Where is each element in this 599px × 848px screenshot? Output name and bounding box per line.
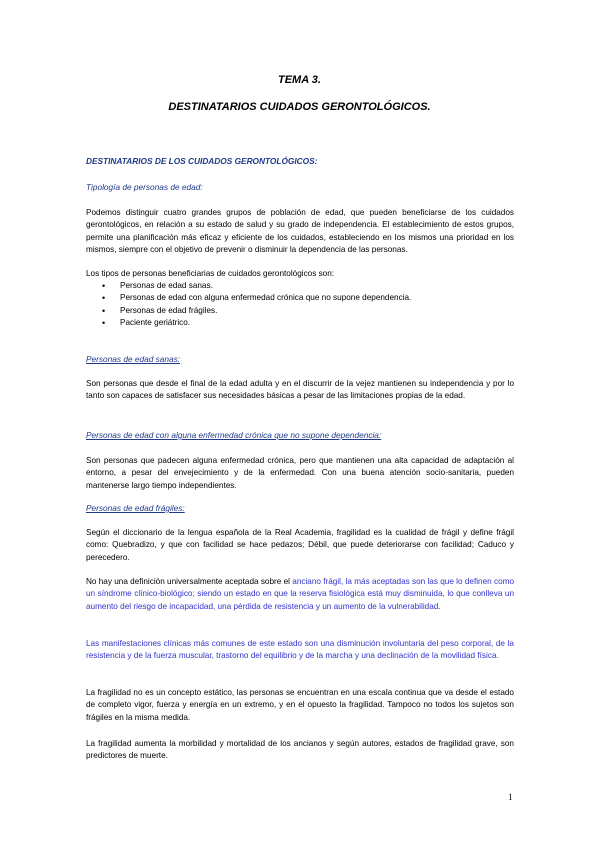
fragiles-paragraph-2 [86, 576, 514, 613]
fragiles-paragraph-5: La fragilidad aumenta la morbilidad y mortalidad de los ancianos y según autores, estados de fragilidad grave, son predictores de muerte. [86, 739, 514, 761]
page-number: 1 [508, 792, 513, 802]
document-title: DESTINATARIOS CUIDADOS GERONTOLÓGICOS. [168, 101, 431, 113]
tipologia-label: Tipología de personas de edad: [86, 182, 203, 192]
list-item: • Personas de edad sanas. [86, 280, 514, 292]
section-heading: DESTINATARIOS DE LOS CUIDADOS GERONTOLÓGICOS: [86, 156, 318, 166]
intro-paragraph: Podemos distinguir cuatro grandes grupos de población de edad, que pueden beneficiarse de los cuidados gerontológicos, en relación a su estado de salud y su grado de independencia. El establecimiento de estos grupos, permite una planificación más eficaz y eficiente de los cuidados, estableciendo en los mismos una prioridad en los mismos, siempre con el objetivo de prevenir o disminuir la dependencia de las personas. [86, 208, 514, 254]
list-item: • Personas de edad frágiles. [86, 305, 514, 317]
cronica-paragraph: Son personas que padecen alguna enfermedad crónica, pero que mantienen una alta capacidad de adaptación al entorno, a pesar del envejecimiento y de la enfermedad. Con una buena atención socio-sanitaria, pueden mantenerse largo tiempo independientes. [86, 456, 514, 490]
sanas-heading: Personas de edad sanas: [86, 354, 181, 364]
cronica-heading: Personas de edad con alguna enfermedad crónica que no supone dependencia: [86, 430, 382, 440]
list-intro: Los tipos de personas beneficiarias de cuidados gerontológicos son: [86, 269, 335, 278]
paragraph-2-start: No hay una definición universalmente aceptada sobre el [86, 577, 293, 586]
fragiles-paragraph-1: Según el diccionario de la lengua española de la Real Academia, fragilidad es la cualidad de frágil y define frágil como: Quebradizo, y que con facilidad se hace pedazos; Débil, que puede deteriorarse con facilidad; Caduco y perecedero. [86, 528, 514, 562]
list-item: • Personas de edad con alguna enfermedad crónica que no supone dependencia. [86, 292, 514, 304]
anciano-fragil-definition: anciano frágil, la más aceptadas son las que lo definen como un síndrome clínico-biológico; siendo un estado en que la reserva fisiológica está muy disminuida, lo que conlleva un aumento del riesgo de incapacidad, una pérdida de resistencia y un aumento de la vulnerabilidad. [86, 577, 515, 611]
fragiles-paragraph-3: Las manifestaciones clínicas más comunes de este estado son una disminución involuntaria del peso corporal, de la resistencia y de la fuerza muscular, trastorno del equilibrio y de la marcha y una declinación de la movilidad física. [86, 639, 514, 661]
beneficiary-types-list [86, 280, 514, 330]
tema-number: TEMA 3. [278, 74, 321, 86]
fragiles-paragraph-4: La fragilidad no es un concepto estático, las personas se encuentran en una escala continua que va desde el estado de completo vigor, fuerza y energía en un extremo, y en el opuesto la fragilidad. Tampoco no todos los sujetos son frágiles en la misma medida. [86, 688, 514, 722]
list-item: • Paciente geriátrico. [86, 317, 514, 329]
fragiles-heading: Personas de edad frágiles: [86, 503, 185, 513]
sanas-paragraph: Son personas que desde el final de la edad adulta y en el discurrir de la vejez mantienen su independencia y por lo tanto son capaces de satisfacer sus necesidades básicas a pesar de las limitaciones propias de la edad. [86, 379, 514, 401]
